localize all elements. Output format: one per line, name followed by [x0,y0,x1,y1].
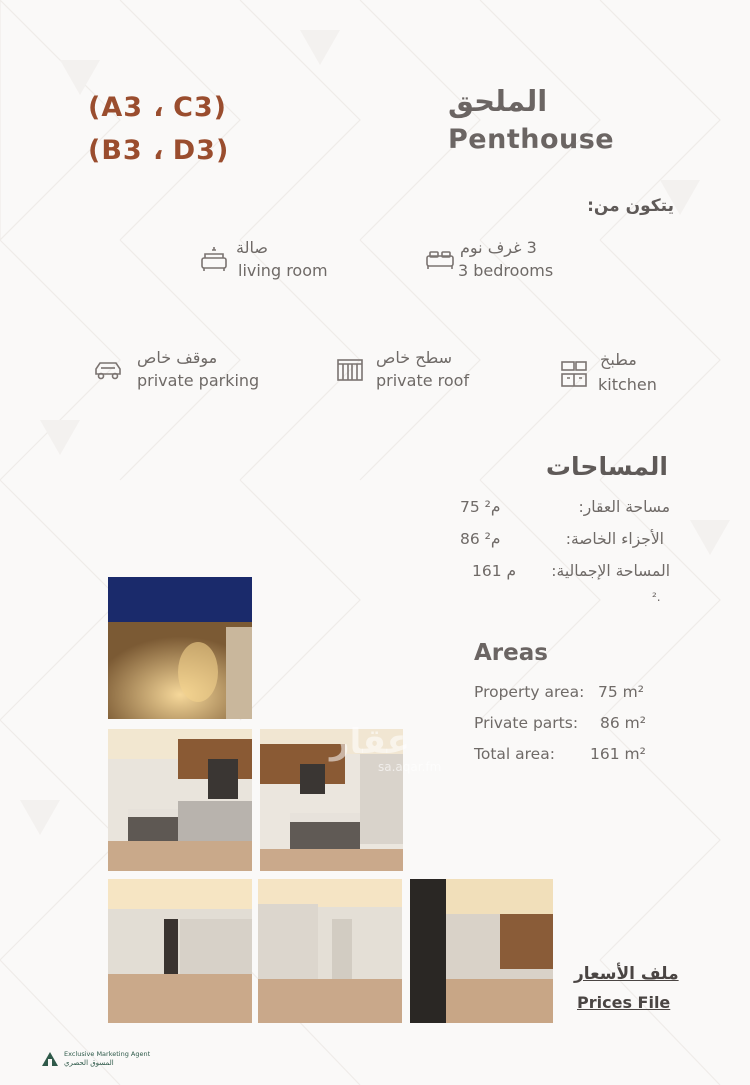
unit-codes [88,86,229,172]
watermark-url: sa.aqar.fm [378,760,442,774]
area-value-ar: 75 م² [460,498,501,516]
area-label-ar: مساحة العقار: [578,498,670,516]
areas-title-english: Areas [474,640,548,666]
prices-file-link-ar[interactable]: ملف الأسعار [574,964,679,984]
feature-label-ar: 3 غرف نوم [460,238,537,257]
car-icon [92,354,124,386]
photo-roof-night [108,577,252,719]
agent-label-ar: المسوق الحصري [64,1059,114,1067]
photo-kitchen-1 [108,729,252,871]
area-row-ar [460,530,670,552]
unit-codes-line-2: (B3 ، D3) [88,135,230,166]
area-row-en [474,714,646,732]
area-label-en: Total area: [474,745,555,763]
marketing-agent [40,1046,170,1072]
watermark-logo: عقار [330,722,411,762]
area-value-ar: 161 م [472,562,517,580]
feature-bedrooms [424,240,564,284]
area-label-en: Private parts: [474,714,579,732]
roof-icon [334,354,366,386]
feature-label-ar: سطح خاص [376,348,453,367]
area-value-en: 86 m² [600,714,646,732]
feature-parking [92,350,262,394]
feature-kitchen [558,352,668,396]
area-row-en [474,683,644,701]
feature-roof [334,350,484,394]
area-label-ar: الأجزاء الخاصة: [565,530,664,548]
feature-label-en: kitchen [598,375,657,394]
photo-hallway-2 [258,879,402,1023]
building-logo-icon [40,1048,60,1068]
prices-file-link-en[interactable]: Prices File [577,993,671,1012]
page-title-english: Penthouse [448,124,615,155]
feature-label-ar: موقف خاص [137,348,218,367]
feature-label-en: living room [238,261,328,280]
area-row-en [474,745,646,763]
kitchen-icon [558,358,590,390]
unit-codes-line-1: (A3 ، C3) [88,92,228,123]
stray-unit-mark: ². [652,590,661,604]
feature-living-room [198,240,338,284]
feature-label-en: private parking [137,371,260,390]
sofa-icon [198,244,230,276]
agent-label-en: Exclusive Marketing Agent [64,1050,151,1058]
areas-title-arabic: المساحات [545,452,668,481]
area-row-ar [460,498,670,520]
area-label-en: Property area: [474,683,585,701]
area-value-en: 161 m² [590,745,646,763]
photo-room-window [410,879,553,1023]
photo-hallway-1 [108,879,252,1023]
feature-label-ar: صالة [236,238,268,257]
feature-label-ar: مطبخ [600,350,637,369]
bed-icon [424,244,456,276]
area-value-ar: 86 م² [460,530,501,548]
feature-label-en: 3 bedrooms [458,261,554,280]
area-row-ar [472,562,670,584]
consists-of-label: يتكون من: [587,196,674,216]
area-value-en: 75 m² [598,683,644,701]
area-label-ar: المساحة الإجمالية: [551,562,670,580]
page-title-arabic: الملحق [448,84,548,118]
feature-label-en: private roof [376,371,470,390]
